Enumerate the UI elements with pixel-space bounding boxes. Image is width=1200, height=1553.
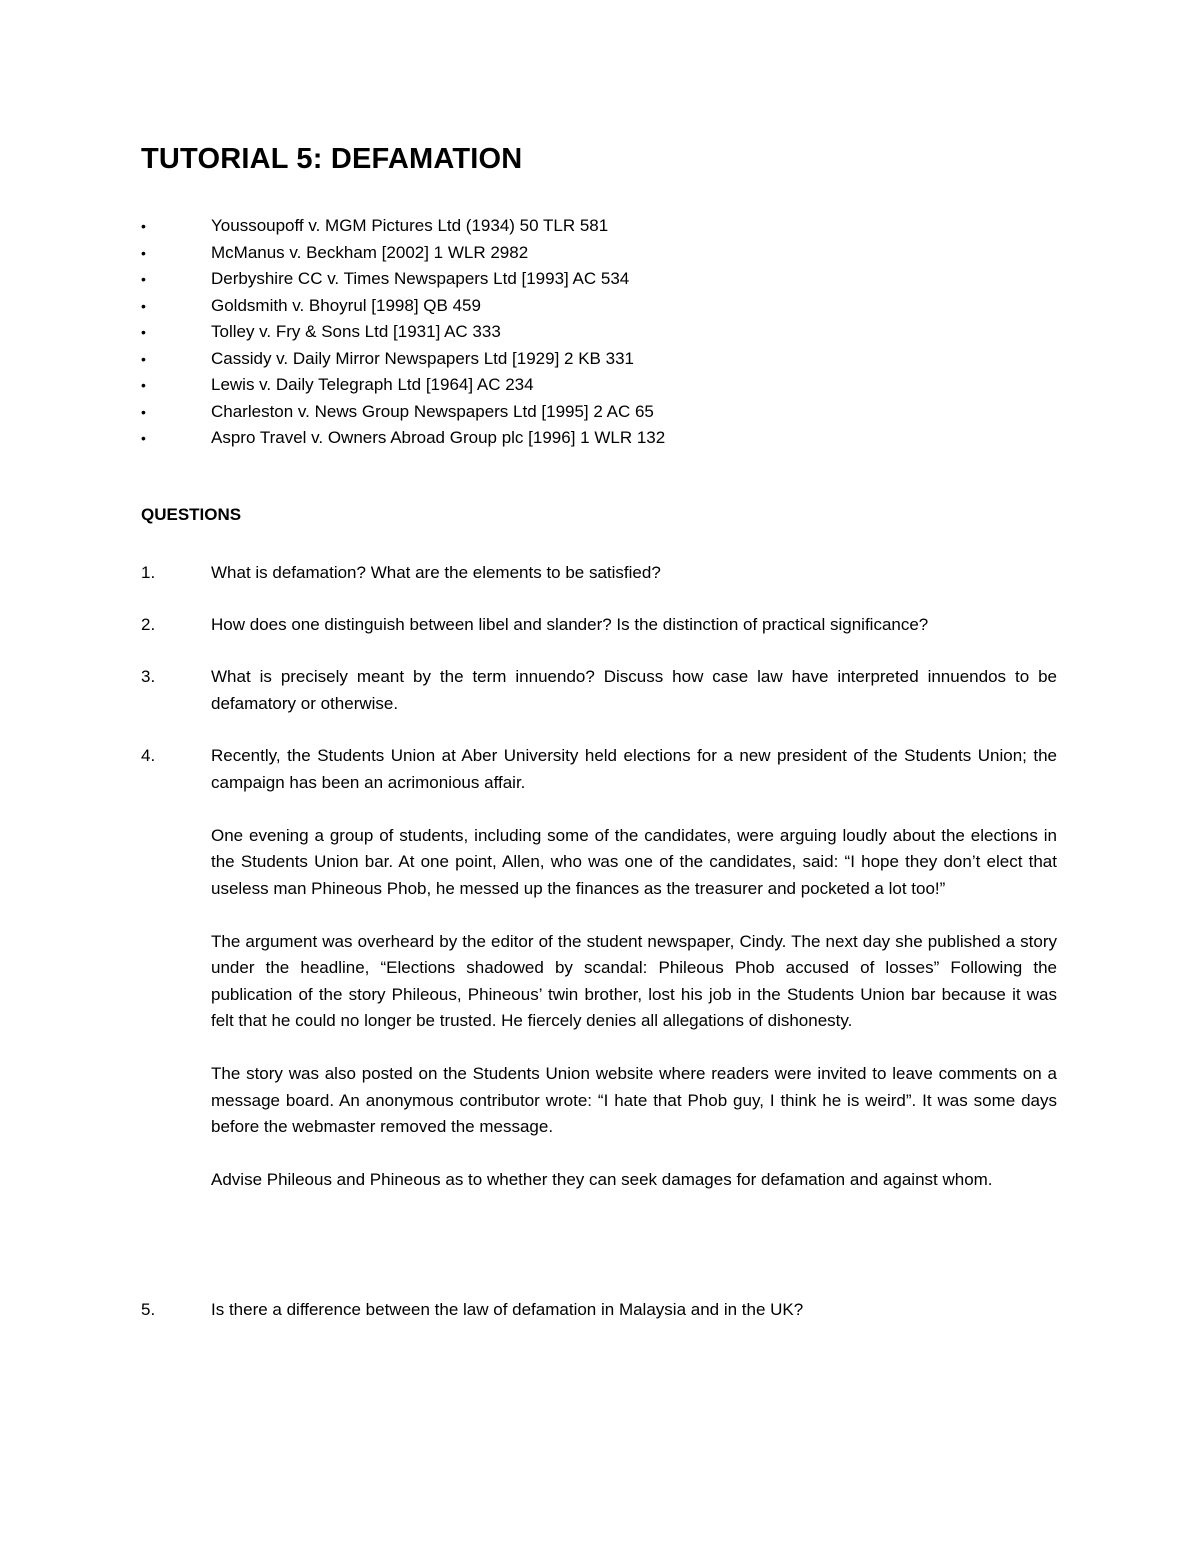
- case-citation: Charleston v. News Group Newspapers Ltd [1995] 2 AC 65: [211, 401, 654, 421]
- question-paragraph: The story was also posted on the Students Union website where readers were invited to leave comments on a message board. An anonymous contributor wrote: “I hate that Phob guy, I think he is weird”. It was some days before the webmaster removed the message.: [211, 1064, 1057, 1136]
- questions-heading: QUESTIONS: [141, 505, 242, 524]
- question-body: [211, 664, 1057, 717]
- case-citation: Lewis v. Daily Telegraph Ltd [1964] AC 234: [211, 375, 534, 394]
- case-list-item: [141, 347, 1041, 374]
- case-citation: Derbyshire CC v. Times Newspapers Ltd [1993] AC 534: [211, 269, 630, 288]
- case-citation: Youssoupoff v. MGM Pictures Ltd (1934) 50 TLR 581: [211, 216, 609, 235]
- bullet-icon: •: [141, 350, 146, 367]
- bullet-icon: •: [141, 297, 146, 314]
- case-citation: McManus v. Beckham [2002] 1 WLR 2982: [211, 242, 529, 262]
- question-paragraph: One evening a group of students, including some of the candidates, were arguing loudly about the elections in the Students Union bar. At one point, Allen, who was one of the candidates, said: “I hope they don’t elect that useless man Phineous Phob, he messed up the finances as the treasurer and pocketed a lot too!”: [211, 825, 1057, 898]
- question-paragraph: How does one distinguish between libel and slander? Is the distinction of practical significance?: [211, 615, 929, 634]
- case-citation: Tolley v. Fry & Sons Ltd [1931] AC 333: [211, 322, 501, 341]
- bullet-icon: •: [141, 244, 146, 261]
- bullet-icon: •: [141, 403, 146, 420]
- question-number: 4.: [141, 746, 156, 765]
- question-paragraph: Advise Phileous and Phineous as to whether they can seek damages for defamation and against whom.: [211, 1170, 993, 1189]
- case-list-item: [141, 214, 1041, 241]
- case-list: [141, 214, 1041, 453]
- question-number: 2.: [141, 615, 156, 634]
- question-paragraph: Is there a difference between the law of defamation in Malaysia and in the UK?: [211, 1300, 804, 1319]
- bullet-icon: •: [141, 324, 146, 340]
- case-list-item: [141, 241, 1041, 268]
- case-list-item: [141, 294, 1041, 321]
- question-body: [211, 612, 1057, 639]
- bullet-icon: •: [141, 218, 146, 234]
- case-list-item: [141, 373, 1041, 400]
- question-body: [211, 743, 1057, 1194]
- bullet-icon: •: [141, 271, 146, 287]
- case-citation: Aspro Travel v. Owners Abroad Group plc [1996] 1 WLR 132: [211, 428, 666, 447]
- bullet-icon: •: [141, 430, 146, 446]
- case-list-item: [141, 267, 1041, 294]
- question-number: 5.: [141, 1300, 156, 1319]
- case-list-item: [141, 320, 1041, 347]
- case-list-item: [141, 426, 1041, 453]
- question-paragraph: Recently, the Students Union at Aber University held elections for a new president of the Students Union; the campaign has been an acrimonious affair.: [211, 746, 1057, 792]
- question-body: [211, 1297, 1057, 1324]
- case-citation: Cassidy v. Daily Mirror Newspapers Ltd [1929] 2 KB 331: [211, 348, 634, 368]
- page-title: TUTORIAL 5: DEFAMATION: [141, 143, 523, 175]
- question-number: 1.: [141, 563, 156, 582]
- question-paragraph: What is defamation? What are the elements to be satisfied?: [211, 563, 661, 582]
- case-citation: Goldsmith v. Bhoyrul [1998] QB 459: [211, 295, 481, 315]
- question-body: [211, 560, 1057, 587]
- question-paragraph: The argument was overheard by the editor of the student newspaper, Cindy. The next day she published a story under the headline, “Elections shadowed by scandal: Phileous Phob accused of losses” Following the publication of the story Phileous, Phineous’ twin brother, lost his job in the Students Union bar because it was felt that he could no longer be trusted. He fiercely denies all allegations of dishonesty.: [211, 931, 1057, 1030]
- question-number: 3.: [141, 667, 156, 686]
- question-paragraph: What is precisely meant by the term innuendo? Discuss how case law have interpreted innuendos to be defamatory or otherwise.: [211, 667, 1057, 713]
- bullet-icon: •: [141, 377, 146, 393]
- case-list-item: [141, 400, 1041, 427]
